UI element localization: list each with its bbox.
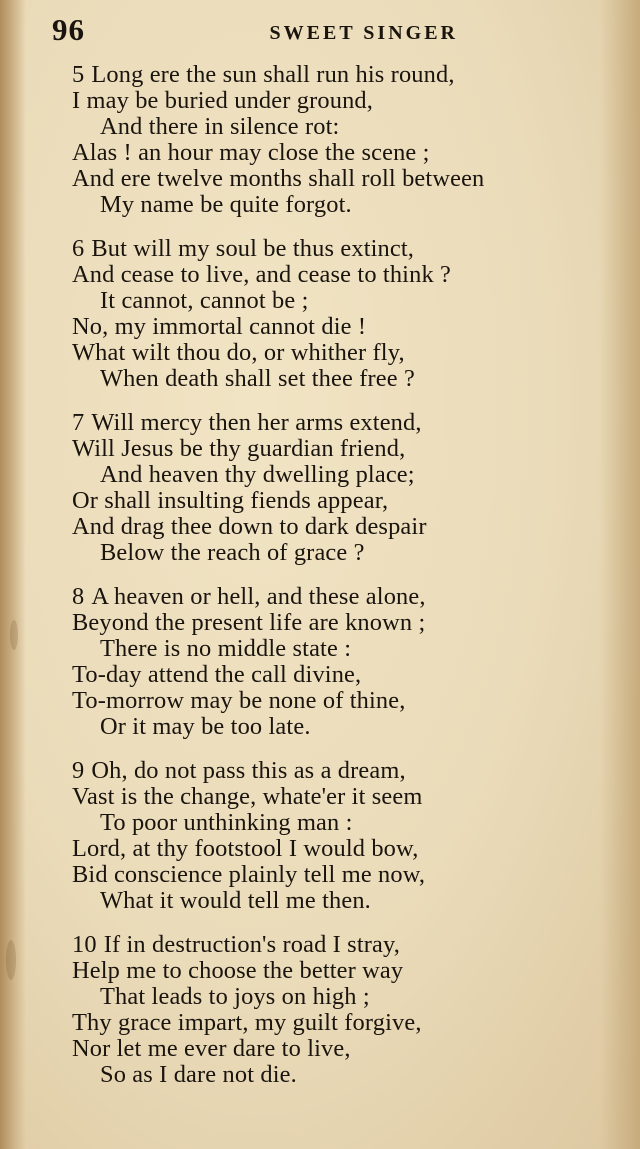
verse-line: To-morrow may be none of thine, [72, 687, 406, 714]
verse-line: No, my immortal cannot die ! [72, 313, 367, 340]
stanza-number: 9 [72, 757, 85, 784]
verse-line: 8 A heaven or hell, and these alone, [72, 583, 426, 610]
verse-line: 7 Will mercy then her arms extend, [72, 409, 422, 436]
verse-line: It cannot, cannot be ; [100, 287, 309, 314]
verse-line: I may be buried under ground, [72, 87, 374, 114]
verse-line: 10 If in destruction's road I stray, [72, 931, 401, 958]
verse-line: Thy grace impart, my guilt forgive, [72, 1009, 422, 1036]
verse-line: When death shall set thee free ? [100, 365, 415, 392]
hymn-text [72, 62, 617, 1106]
verse-line: And there in silence rot: [100, 113, 340, 140]
verse-line: And cease to live, and cease to think ? [72, 261, 452, 288]
verse-line: To-day attend the call divine, [72, 661, 362, 688]
verse-line: Nor let me ever dare to live, [72, 1035, 351, 1062]
verse-line: 5 Long ere the sun shall run his round, [72, 61, 455, 88]
verse-line: And drag thee down to dark despair [72, 513, 427, 540]
stanza-number: 10 [72, 931, 97, 958]
verse-line: Beyond the present life are known ; [72, 609, 426, 636]
verse-line: 9 Oh, do not pass this as a dream, [72, 757, 406, 784]
stanza-5 [72, 62, 617, 218]
verse-line: Lord, at thy footstool I would bow, [72, 835, 419, 862]
verse-line: What wilt thou do, or whither fly, [72, 339, 405, 366]
verse-line: Below the reach of grace ? [100, 539, 365, 566]
verse-line: Vast is the change, whate'er it seem [72, 783, 423, 810]
verse-line: Alas ! an hour may close the scene ; [72, 139, 430, 166]
stanza-6 [72, 236, 617, 392]
stanza-7 [72, 410, 617, 566]
stanza-number: 6 [72, 235, 85, 262]
stanza-number: 5 [72, 61, 85, 88]
stanza-8 [72, 584, 617, 740]
verse-line: Will Jesus be thy guardian friend, [72, 435, 406, 462]
verse-line: So as I dare not die. [100, 1061, 297, 1088]
running-title: SWEET SINGER [269, 22, 458, 44]
page-header [52, 12, 462, 52]
verse-line: And ere twelve months shall roll between [72, 165, 485, 192]
verse-line: Or shall insulting fiends appear, [72, 487, 389, 514]
verse-line: What it would tell me then. [100, 887, 371, 914]
verse-line: My name be quite forgot. [100, 191, 352, 218]
verse-line: To poor unthinking man : [100, 809, 353, 836]
verse-line: There is no middle state : [100, 635, 352, 662]
paper-stain [10, 620, 18, 650]
stanza-number: 8 [72, 583, 85, 610]
stanza-9 [72, 758, 617, 914]
verse-line: Help me to choose the better way [72, 957, 404, 984]
verse-line: Bid conscience plainly tell me now, [72, 861, 426, 888]
verse-line: And heaven thy dwelling place; [100, 461, 415, 488]
stanza-number: 7 [72, 409, 85, 436]
page-number: 96 [52, 12, 85, 47]
verse-line: That leads to joys on high ; [100, 983, 370, 1010]
verse-line: Or it may be too late. [100, 713, 311, 740]
paper-stain [6, 940, 16, 980]
verse-line: 6 But will my soul be thus extinct, [72, 235, 415, 262]
stanza-10 [72, 932, 617, 1088]
